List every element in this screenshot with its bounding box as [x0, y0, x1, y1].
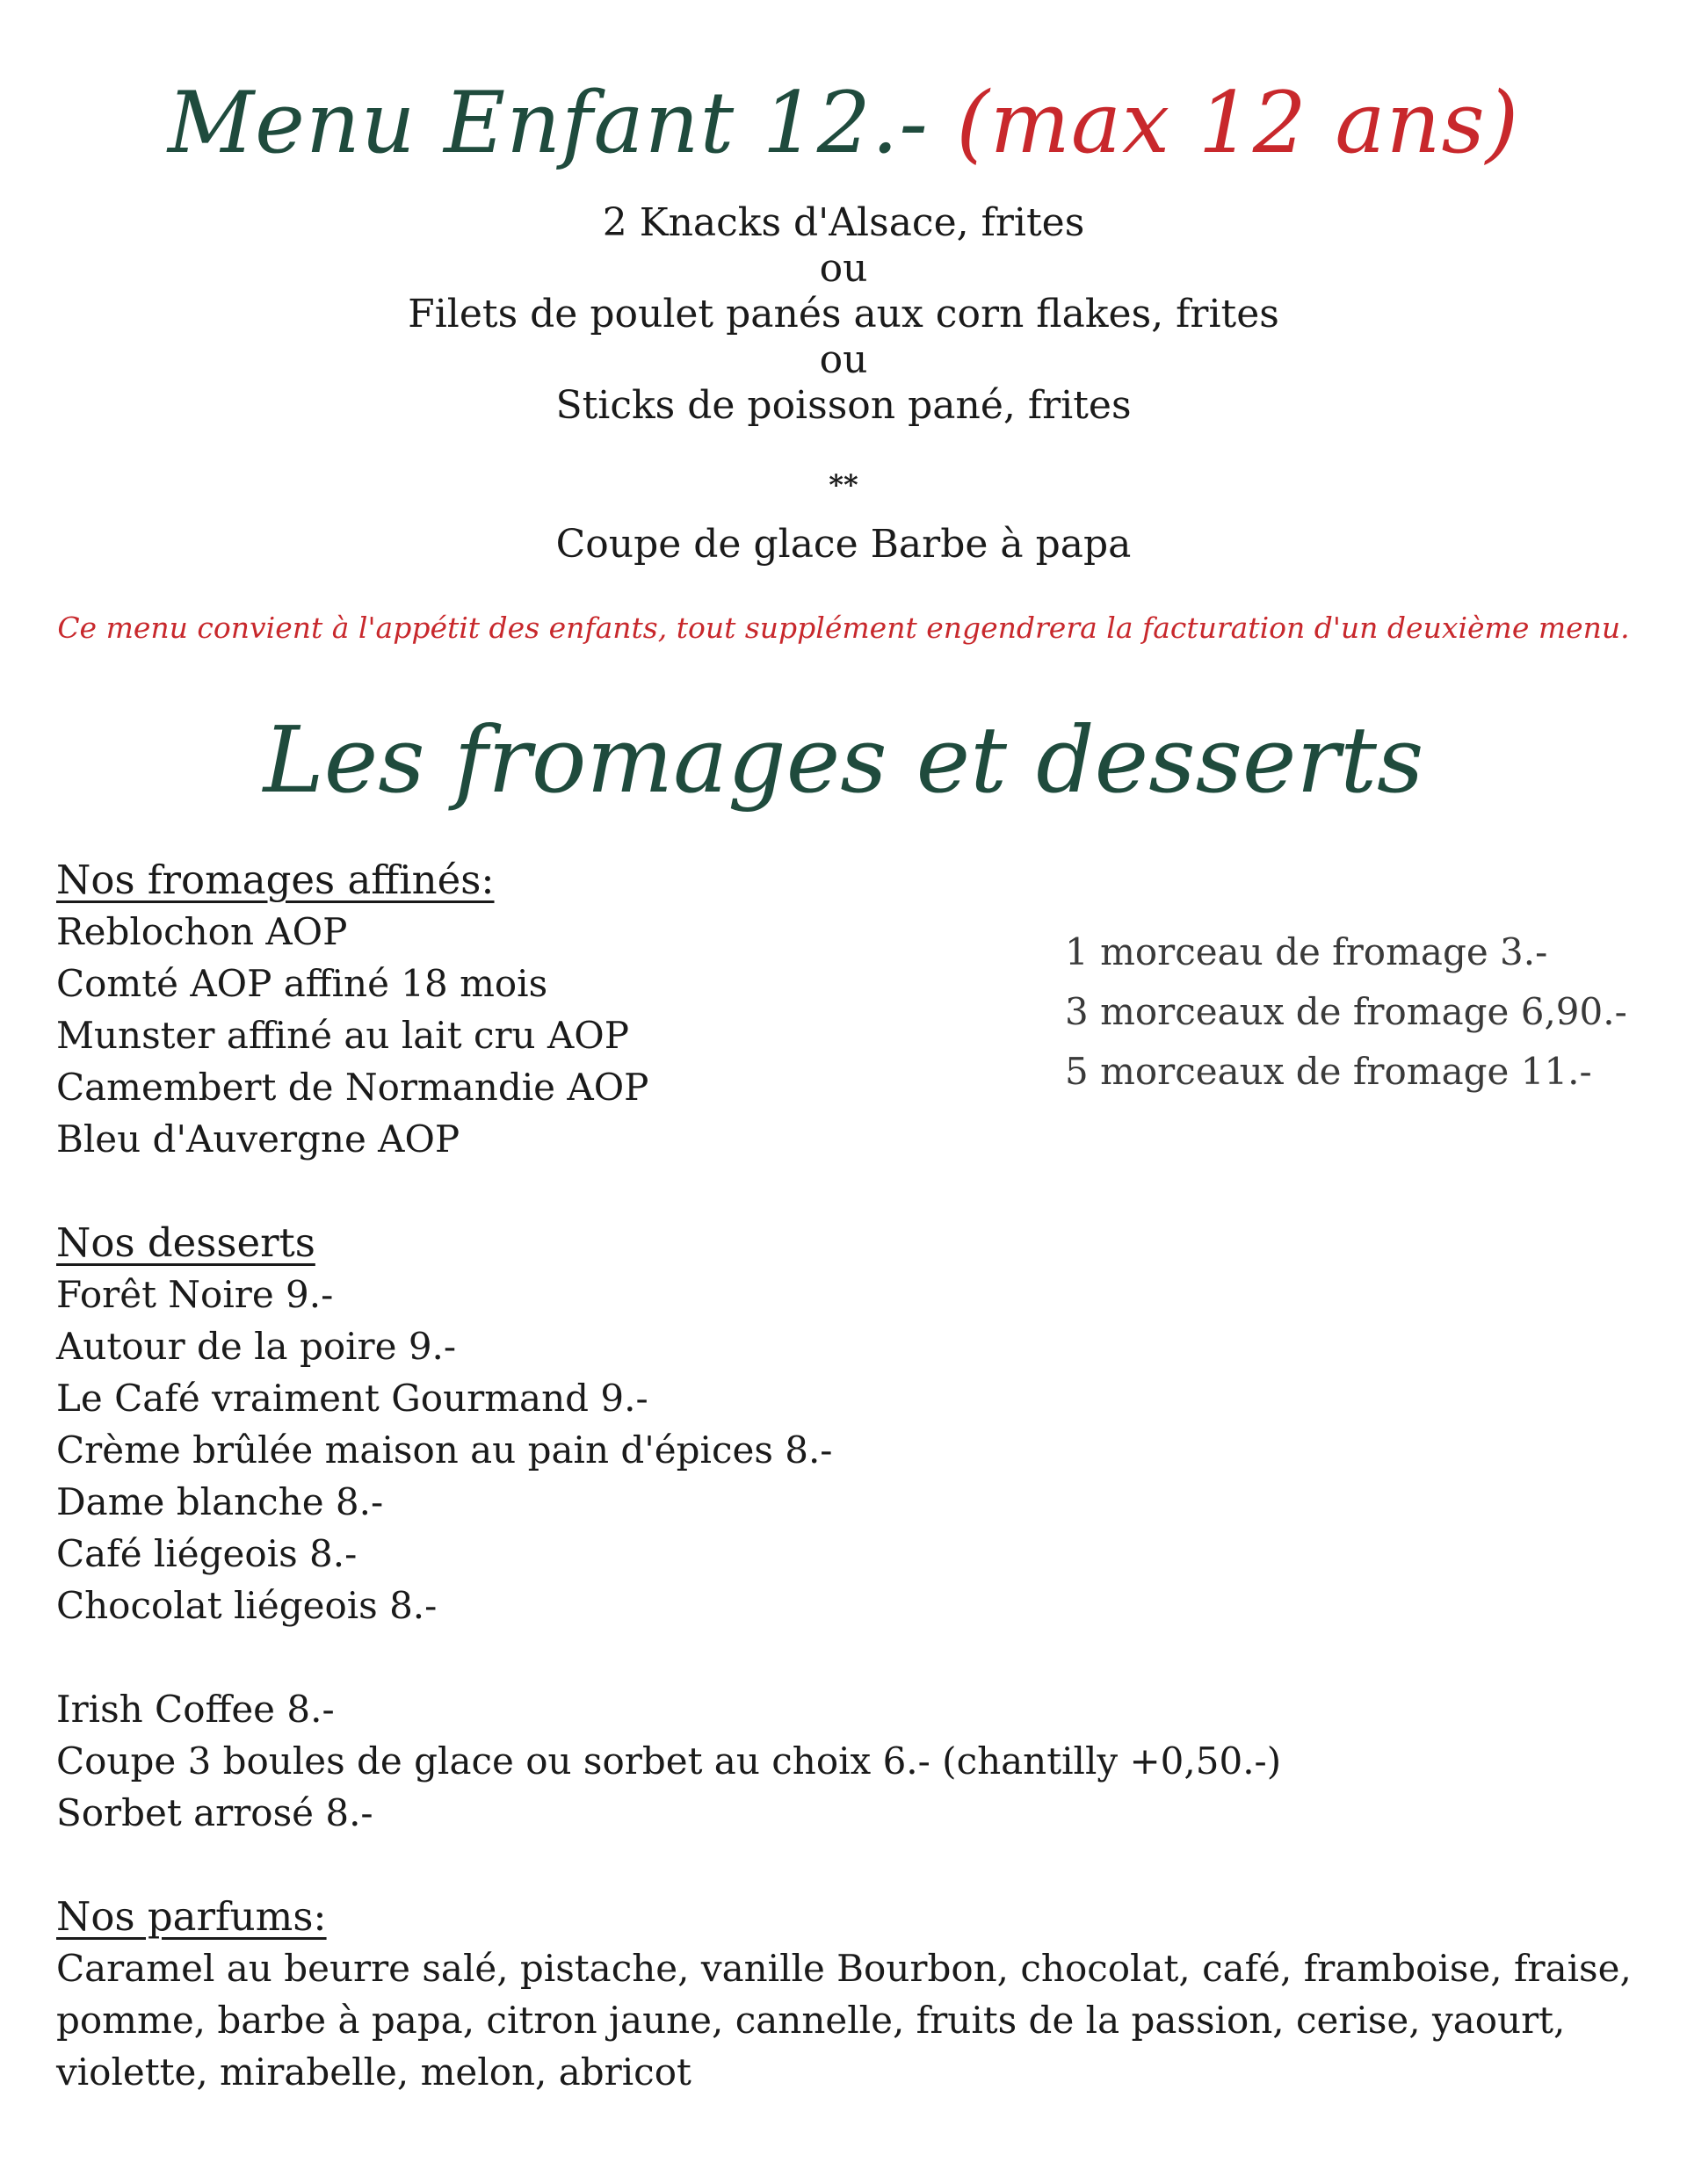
cheese-item: Munster affiné au lait cru AOP — [56, 1014, 629, 1057]
dessert-item: Coupe 3 boules de glace ou sorbet au choix 6.- (chantilly +0,50.-) — [56, 1739, 1282, 1783]
cheese-prices — [1065, 922, 1645, 1102]
spacer — [56, 1165, 1638, 1217]
cheese-item: Camembert de Normandie AOP — [56, 1066, 649, 1109]
spacer — [56, 1839, 1638, 1891]
kids-option: Filets de poulet panés aux corn flakes, frites — [408, 292, 1279, 336]
dessert-item: Forêt Noire 9.- — [56, 1273, 334, 1316]
flavors-list: Caramel au beurre salé, pistache, vanille Bourbon, chocolat, café, framboise, fraise, pomme, barbe à papa, citron jaune, cannelle, fruits de la passion, cerise, yaourt, violette, mirabelle, melon, abricot — [56, 1947, 1632, 2094]
dessert-item: Dame blanche 8.- — [56, 1480, 384, 1523]
kids-menu-separator: ** — [829, 468, 858, 502]
desserts-heading: Nos desserts — [56, 1219, 315, 1266]
kids-menu-title — [0, 61, 1687, 184]
kids-option: 2 Knacks d'Alsace, frites — [602, 200, 1085, 245]
cheese-item: Bleu d'Auvergne AOP — [56, 1117, 460, 1161]
cheese-item: Reblochon AOP — [56, 910, 348, 953]
cheeses-heading: Nos fromages affinés: — [56, 857, 495, 903]
kids-menu-options — [0, 200, 1687, 429]
cheese-desserts-title: Les fromages et desserts — [263, 706, 1424, 814]
kids-menu-title-age-limit: (max 12 ans) — [956, 74, 1520, 172]
cheese-price-line: 3 morceaux de fromage 6,90.- — [1065, 990, 1627, 1033]
flavors-heading: Nos parfums: — [56, 1893, 327, 1940]
spacer — [56, 1631, 1638, 1683]
dessert-item: Café liégeois 8.- — [56, 1532, 358, 1575]
kids-menu-note: Ce menu convient à l'appétit des enfants, tout supplément engendrera la facturation d'un deuxième menu. — [57, 611, 1630, 645]
kids-option-or: ou — [819, 337, 868, 382]
kids-option: Sticks de poisson pané, frites — [555, 383, 1132, 428]
dessert-item: Sorbet arrosé 8.- — [56, 1791, 373, 1834]
kids-menu-dessert: Coupe de glace Barbe à papa — [555, 522, 1132, 567]
kids-option-or: ou — [819, 246, 868, 291]
dessert-item: Irish Coffee 8.- — [56, 1688, 335, 1731]
kids-menu-title-main: Menu Enfant 12.- — [167, 74, 929, 172]
dessert-item: Le Café vraiment Gourmand 9.- — [56, 1377, 648, 1420]
dessert-item: Crème brûlée maison au pain d'épices 8.- — [56, 1428, 833, 1472]
dessert-item: Autour de la poire 9.- — [56, 1325, 457, 1368]
cheese-price-line: 1 morceau de fromage 3.- — [1065, 930, 1548, 973]
cheese-item: Comté AOP affiné 18 mois — [56, 962, 548, 1005]
dessert-item: Chocolat liégeois 8.- — [56, 1584, 438, 1627]
cheese-price-line: 5 morceaux de fromage 11.- — [1065, 1050, 1592, 1093]
